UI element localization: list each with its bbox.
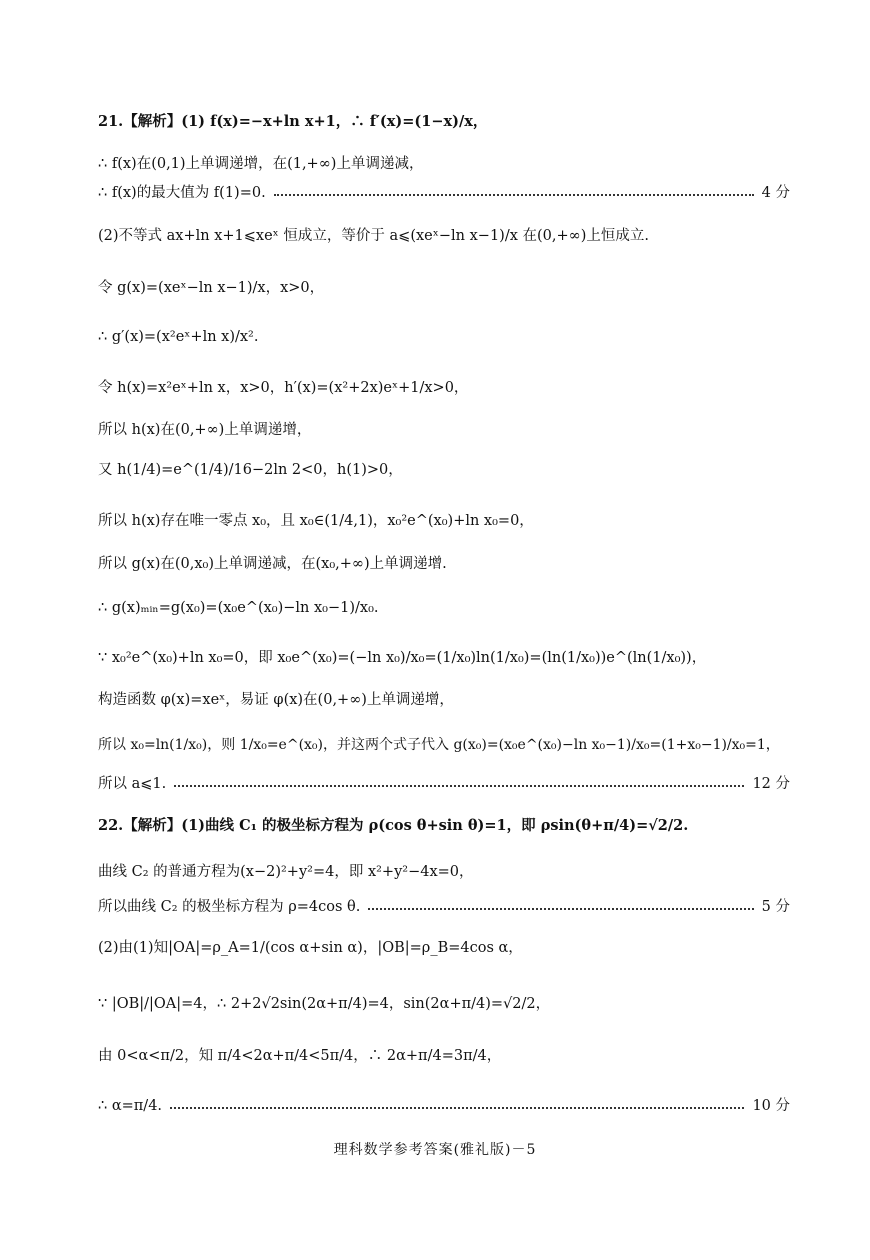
q22-line-2 <box>98 862 790 882</box>
score-mark: 10 分 <box>752 1098 790 1114</box>
q22-line-5 <box>98 994 790 1014</box>
q22-line-4 <box>98 938 790 958</box>
q21-line-2 <box>98 154 790 174</box>
score-mark: 4 分 <box>761 185 790 201</box>
q21-construct-phi: 构造函数 φ(x)=xeˣ，易证 φ(x)在(0,+∞)上单调递增， <box>98 692 454 708</box>
q22-line-7 <box>98 1096 790 1116</box>
q21-inequality: (2)不等式 ax+ln x+1⩽xeˣ 恒成立，等价于 a⩽(xeˣ−ln x−1)/x 在(0,+∞)上恒成立. <box>98 228 649 244</box>
leader-dots <box>368 908 753 910</box>
q21-line-7 <box>98 378 790 398</box>
q22-c2-polar: 所以曲线 C₂ 的极坐标方程为 ρ=4cos θ. <box>98 899 361 915</box>
q21-line-3 <box>98 183 790 203</box>
q21-line-9 <box>98 460 790 480</box>
q22-c2-equation: 曲线 C₂ 的普通方程为(x−2)²+y²=4，即 x²+y²−4x=0， <box>98 864 474 880</box>
q21-unique-zero: 所以 h(x)存在唯一零点 x₀，且 x₀∈(1/4,1)，x₀²e^(x₀)+ln x₀=0， <box>98 513 534 529</box>
q22-line-1 <box>98 816 790 836</box>
q22-range: 由 0<α<π/2，知 π/4<2α+π/4<5π/4，∴ 2α+π/4=3π/4， <box>98 1048 502 1064</box>
q21-line-15 <box>98 735 790 755</box>
q22-line-6 <box>98 1046 790 1066</box>
q21-line-5 <box>98 278 790 298</box>
q21-line-11 <box>98 554 790 574</box>
q21-h-values: 又 h(1/4)=e^(1/4)/16−2ln 2<0，h(1)>0， <box>98 462 403 478</box>
leader-dots <box>174 785 744 787</box>
q22-conclusion: ∴ α=π/4. <box>98 1098 163 1114</box>
q21-line-8 <box>98 420 790 440</box>
q21-substitute: 所以 x₀=ln(1/x₀)，则 1/x₀=e^(x₀)，并这两个式子代入 g(x₀)=(x₀e^(x₀)−ln x₀−1)/x₀=(1+x₀−1)/x₀=1， <box>98 737 780 753</box>
q22-solution-part1: 22.【解析】(1)曲线 C₁ 的极坐标方程为 ρ(cos θ+sin θ)=1，即 ρsin(θ+π/4)=√2/2. <box>98 817 689 834</box>
q21-line-12 <box>98 598 790 618</box>
q21-derivative-g: ∴ g′(x)=(x²eˣ+ln x)/x². <box>98 329 259 345</box>
q21-line-16 <box>98 774 790 794</box>
q21-line-10 <box>98 511 790 531</box>
q21-h-increasing: 所以 h(x)在(0,+∞)上单调递增， <box>98 422 312 438</box>
leader-dots <box>170 1107 744 1109</box>
q21-conclusion: 所以 a⩽1. <box>98 776 167 792</box>
q21-g-monotonicity: 所以 g(x)在(0,x₀)上单调递减，在(x₀,+∞)上单调递增. <box>98 556 447 572</box>
q22-oa-ob: (2)由(1)知|OA|=ρ_A=1/(cos α+sin α)，|OB|=ρ_B=4cos α， <box>98 940 523 956</box>
q21-g-min: ∴ g(x)ₘᵢₙ=g(x₀)=(x₀e^(x₀)−ln x₀−1)/x₀. <box>98 600 379 616</box>
q21-transform: ∵ x₀²e^(x₀)+ln x₀=0，即 x₀e^(x₀)=(−ln x₀)/x₀=(1/x₀)ln(1/x₀)=(ln(1/x₀))e^(ln(1/x₀))， <box>98 650 707 666</box>
q21-solution-part1: 21.【解析】(1) f(x)=−x+ln x+1，∴ f′(x)=(1−x)/x， <box>98 113 488 130</box>
q22-line-3 <box>98 897 790 917</box>
q21-line-6 <box>98 327 790 347</box>
q21-line-13 <box>98 648 790 668</box>
q21-define-h: 令 h(x)=x²eˣ+ln x，x>0，h′(x)=(x²+2x)eˣ+1/x>0， <box>98 380 469 396</box>
leader-dots <box>274 194 754 196</box>
q21-line-14 <box>98 690 790 710</box>
score-mark: 5 分 <box>761 899 790 915</box>
q21-line-1 <box>98 112 790 132</box>
q21-maximum: ∴ f(x)的最大值为 f(1)=0. <box>98 185 266 201</box>
q22-ratio: ∵ |OB|/|OA|=4，∴ 2+2√2sin(2α+π/4)=4，sin(2α+π/4)=√2/2， <box>98 996 551 1012</box>
q21-monotonicity: ∴ f(x)在(0,1)上单调递增，在(1,+∞)上单调递减， <box>98 156 424 172</box>
page-footer: 理科数学参考答案(雅礼版)－5 <box>333 1142 537 1158</box>
q21-line-4 <box>98 226 790 246</box>
q21-define-g: 令 g(x)=(xeˣ−ln x−1)/x，x>0， <box>98 280 325 296</box>
score-mark: 12 分 <box>752 776 790 792</box>
